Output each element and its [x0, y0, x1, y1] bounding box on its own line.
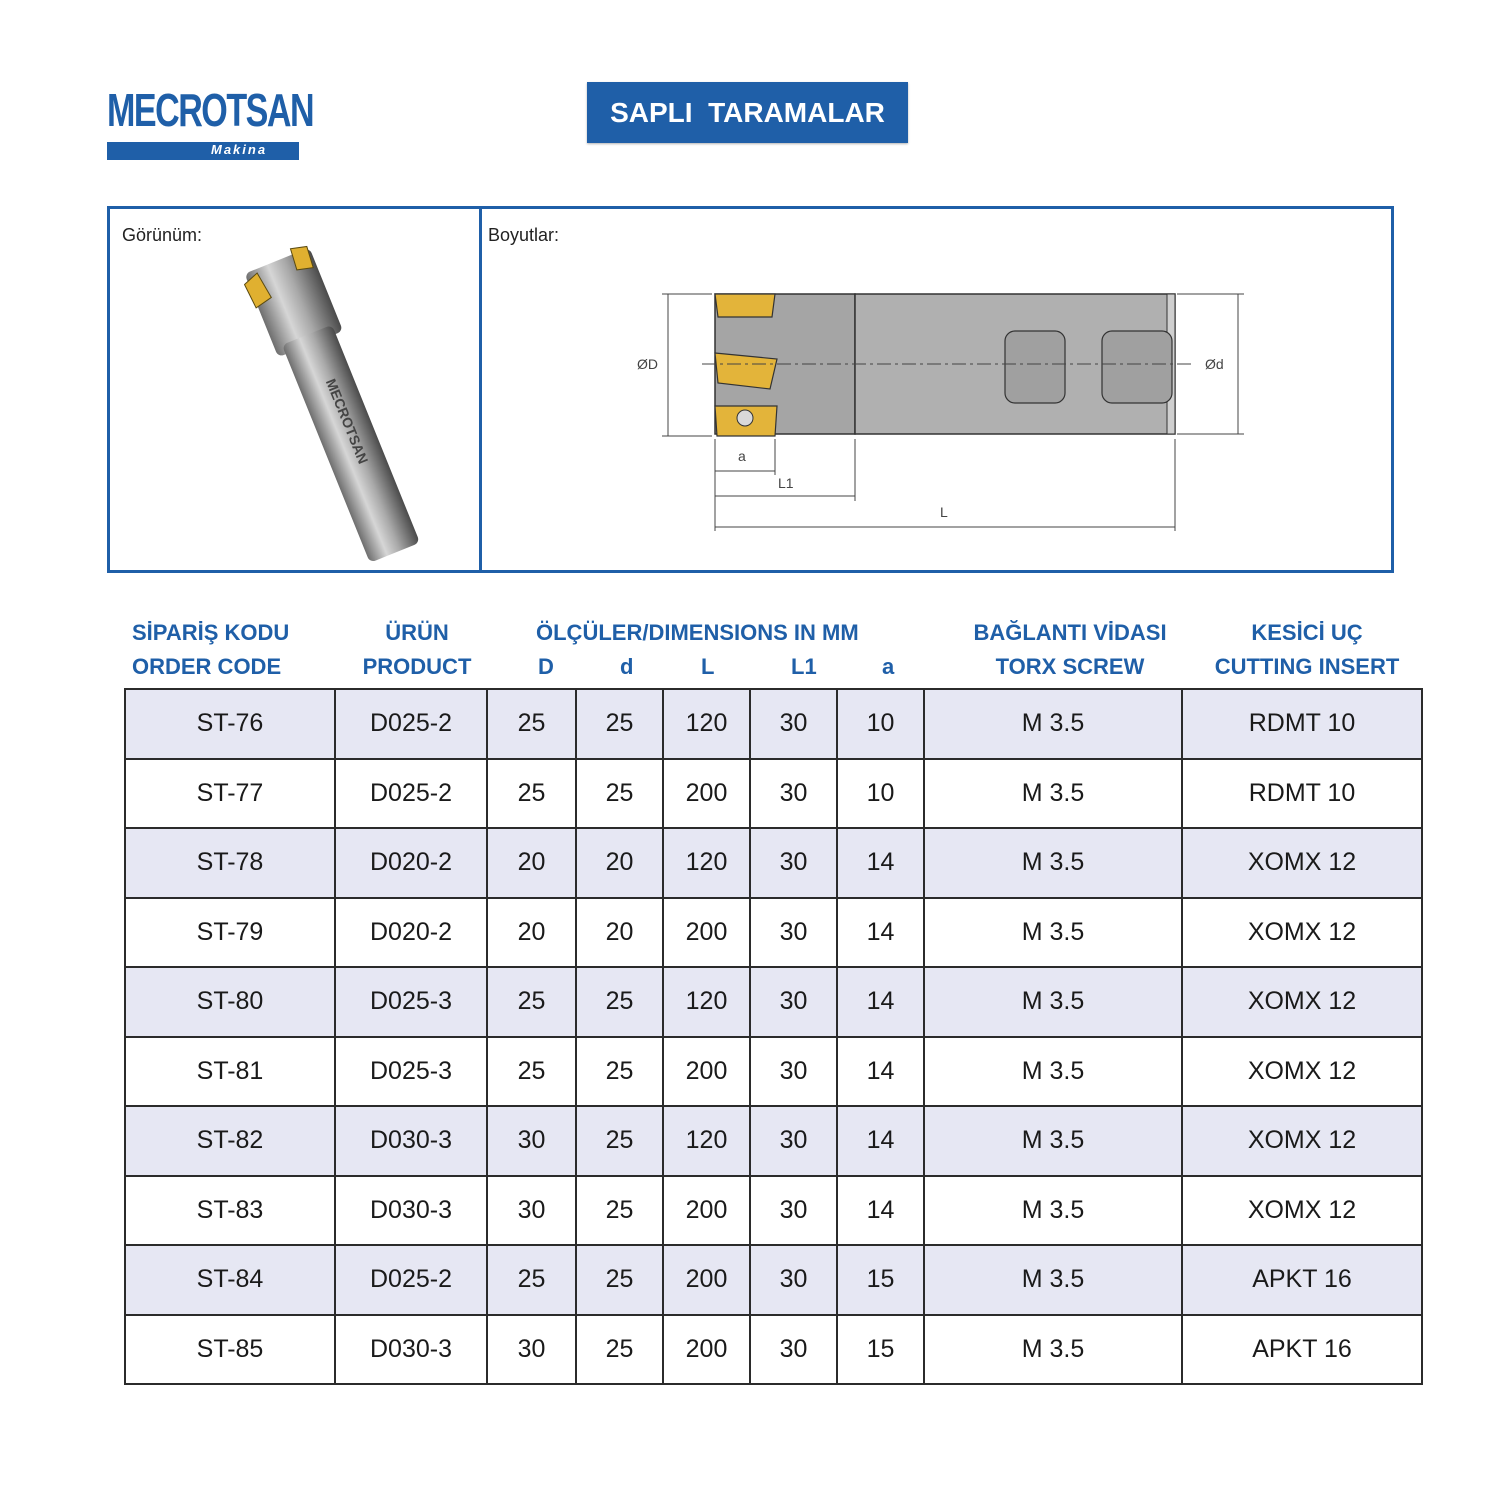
brand-subtitle: Makina — [211, 142, 268, 157]
header-dim-d: d — [620, 654, 634, 679]
cell-order-code: ST-80 — [125, 967, 335, 1037]
cell-dim-L: 200 — [663, 1315, 750, 1385]
cell-order-code: ST-83 — [125, 1176, 335, 1246]
cell-dim-L1: 30 — [750, 898, 837, 968]
cell-dim-a: 15 — [837, 1315, 924, 1385]
header-product: ÜRÜN PRODUCT — [362, 620, 472, 679]
table-row — [125, 1315, 1422, 1385]
header-dim-D: D — [538, 654, 554, 679]
cell-dim-a: 14 — [837, 1176, 924, 1246]
cell-order-code: ST-84 — [125, 1245, 335, 1315]
cell-dim-D: 25 — [487, 759, 576, 829]
dim-D-label: ØD — [637, 356, 658, 372]
cell-dim-d: 20 — [576, 898, 663, 968]
cell-dim-L1: 30 — [750, 1037, 837, 1107]
cell-product: D025-2 — [335, 689, 487, 759]
cell-dim-d: 25 — [576, 1315, 663, 1385]
header-screw: BAĞLANTI VİDASI TORX SCREW — [973, 620, 1167, 679]
cell-dim-D: 30 — [487, 1176, 576, 1246]
cell-order-code: ST-76 — [125, 689, 335, 759]
cell-product: D025-3 — [335, 1037, 487, 1107]
cell-dim-a: 15 — [837, 1245, 924, 1315]
cell-dim-d: 25 — [576, 1245, 663, 1315]
cell-dim-a: 10 — [837, 759, 924, 829]
dim-d-label: Ød — [1205, 356, 1224, 372]
table-row — [125, 898, 1422, 968]
cell-torx-screw: M 3.5 — [924, 828, 1182, 898]
cell-dim-d: 25 — [576, 759, 663, 829]
cell-product: D020-2 — [335, 828, 487, 898]
cell-dim-L1: 30 — [750, 1106, 837, 1176]
dimensions-label: Boyutlar: — [488, 225, 560, 245]
cell-dim-a: 14 — [837, 967, 924, 1037]
cell-torx-screw: M 3.5 — [924, 898, 1182, 968]
cell-product: D030-3 — [335, 1176, 487, 1246]
table-row — [125, 1106, 1422, 1176]
header-order-code: SİPARİŞ KODU ORDER CODE — [132, 620, 290, 679]
cell-dim-L1: 30 — [750, 759, 837, 829]
header-dim-a: a — [882, 654, 895, 679]
cell-dim-L: 120 — [663, 689, 750, 759]
cell-dim-d: 25 — [576, 967, 663, 1037]
cell-order-code: ST-82 — [125, 1106, 335, 1176]
cell-torx-screw: M 3.5 — [924, 1176, 1182, 1246]
table-row — [125, 1037, 1422, 1107]
cell-dim-d: 25 — [576, 1106, 663, 1176]
brand-name: MECROTSAN — [107, 84, 314, 136]
cell-dim-L1: 30 — [750, 689, 837, 759]
dim-L1-label: L1 — [778, 475, 794, 491]
brand-bar — [107, 142, 299, 160]
cell-torx-screw: M 3.5 — [924, 689, 1182, 759]
cell-dim-D: 30 — [487, 1106, 576, 1176]
cell-cutting-insert: RDMT 10 — [1182, 689, 1422, 759]
cell-product: D025-2 — [335, 1245, 487, 1315]
cell-cutting-insert: RDMT 10 — [1182, 759, 1422, 829]
cell-dim-a: 14 — [837, 898, 924, 968]
header-insert: KESİCİ UÇ CUTTING INSERT — [1214, 620, 1400, 679]
tool-engraving: MECROTSAN — [322, 376, 372, 466]
cell-product: D020-2 — [335, 898, 487, 968]
cell-dim-D: 25 — [487, 967, 576, 1037]
table-row — [125, 1245, 1422, 1315]
cell-cutting-insert: XOMX 12 — [1182, 1176, 1422, 1246]
cell-cutting-insert: XOMX 12 — [1182, 967, 1422, 1037]
cell-dim-L: 120 — [663, 967, 750, 1037]
cell-dim-D: 20 — [487, 898, 576, 968]
dimensions-panel — [482, 209, 1391, 570]
cell-dim-d: 25 — [576, 689, 663, 759]
cell-dim-D: 25 — [487, 689, 576, 759]
brand-logo — [107, 82, 314, 162]
insert-icon — [715, 294, 775, 317]
dim-L-label: L — [940, 504, 948, 520]
header-dim-L: L — [701, 654, 715, 679]
cell-dim-a: 10 — [837, 689, 924, 759]
cell-cutting-insert: APKT 16 — [1182, 1315, 1422, 1385]
view-label: Görünüm: — [122, 225, 203, 245]
insert-icon — [715, 353, 777, 389]
technical-drawing — [612, 269, 1262, 559]
cell-order-code: ST-85 — [125, 1315, 335, 1385]
cell-torx-screw: M 3.5 — [924, 1245, 1182, 1315]
cell-product: D025-2 — [335, 759, 487, 829]
cell-order-code: ST-77 — [125, 759, 335, 829]
table-row — [125, 967, 1422, 1037]
cell-cutting-insert: XOMX 12 — [1182, 1037, 1422, 1107]
info-panel — [107, 206, 1394, 573]
table-row — [125, 828, 1422, 898]
cell-dim-a: 14 — [837, 1106, 924, 1176]
cell-cutting-insert: XOMX 12 — [1182, 1106, 1422, 1176]
dim-a-label: a — [738, 448, 746, 464]
cell-order-code: ST-78 — [125, 828, 335, 898]
cell-dim-L1: 30 — [750, 1245, 837, 1315]
cell-dim-d: 25 — [576, 1037, 663, 1107]
table-row — [125, 689, 1422, 759]
cell-cutting-insert: APKT 16 — [1182, 1245, 1422, 1315]
cell-dim-L1: 30 — [750, 967, 837, 1037]
table-row — [125, 1176, 1422, 1246]
cell-dim-D: 25 — [487, 1037, 576, 1107]
cell-cutting-insert: XOMX 12 — [1182, 828, 1422, 898]
cell-product: D030-3 — [335, 1106, 487, 1176]
cell-dim-L: 120 — [663, 828, 750, 898]
cell-dim-d: 25 — [576, 1176, 663, 1246]
cell-dim-L1: 30 — [750, 828, 837, 898]
cell-dim-D: 30 — [487, 1315, 576, 1385]
cell-dim-D: 25 — [487, 1245, 576, 1315]
cell-order-code: ST-79 — [125, 898, 335, 968]
cell-cutting-insert: XOMX 12 — [1182, 898, 1422, 968]
view-panel — [110, 209, 482, 570]
page-title: SAPLI TARAMALAR — [587, 82, 908, 143]
cell-dim-d: 20 — [576, 828, 663, 898]
cell-dim-L: 200 — [663, 759, 750, 829]
cell-dim-L1: 30 — [750, 1176, 837, 1246]
cell-dim-D: 20 — [487, 828, 576, 898]
tool-photo — [210, 229, 460, 569]
header-dim-L1: L1 — [791, 654, 817, 679]
cell-dim-a: 14 — [837, 1037, 924, 1107]
cell-order-code: ST-81 — [125, 1037, 335, 1107]
cell-product: D030-3 — [335, 1315, 487, 1385]
cell-torx-screw: M 3.5 — [924, 967, 1182, 1037]
cell-torx-screw: M 3.5 — [924, 1106, 1182, 1176]
cell-dim-L: 200 — [663, 1037, 750, 1107]
cell-torx-screw: M 3.5 — [924, 759, 1182, 829]
cell-dim-L1: 30 — [750, 1315, 837, 1385]
cell-dim-L: 200 — [663, 1245, 750, 1315]
cell-torx-screw: M 3.5 — [924, 1037, 1182, 1107]
cell-dim-L: 200 — [663, 898, 750, 968]
cell-dim-L: 120 — [663, 1106, 750, 1176]
cell-product: D025-3 — [335, 967, 487, 1037]
cell-dim-L: 200 — [663, 1176, 750, 1246]
spec-table — [124, 688, 1423, 1385]
table-row — [125, 759, 1422, 829]
cell-dim-a: 14 — [837, 828, 924, 898]
cell-torx-screw: M 3.5 — [924, 1315, 1182, 1385]
header-dimensions: ÖLÇÜLER/DIMENSIONS IN MM — [536, 620, 859, 645]
